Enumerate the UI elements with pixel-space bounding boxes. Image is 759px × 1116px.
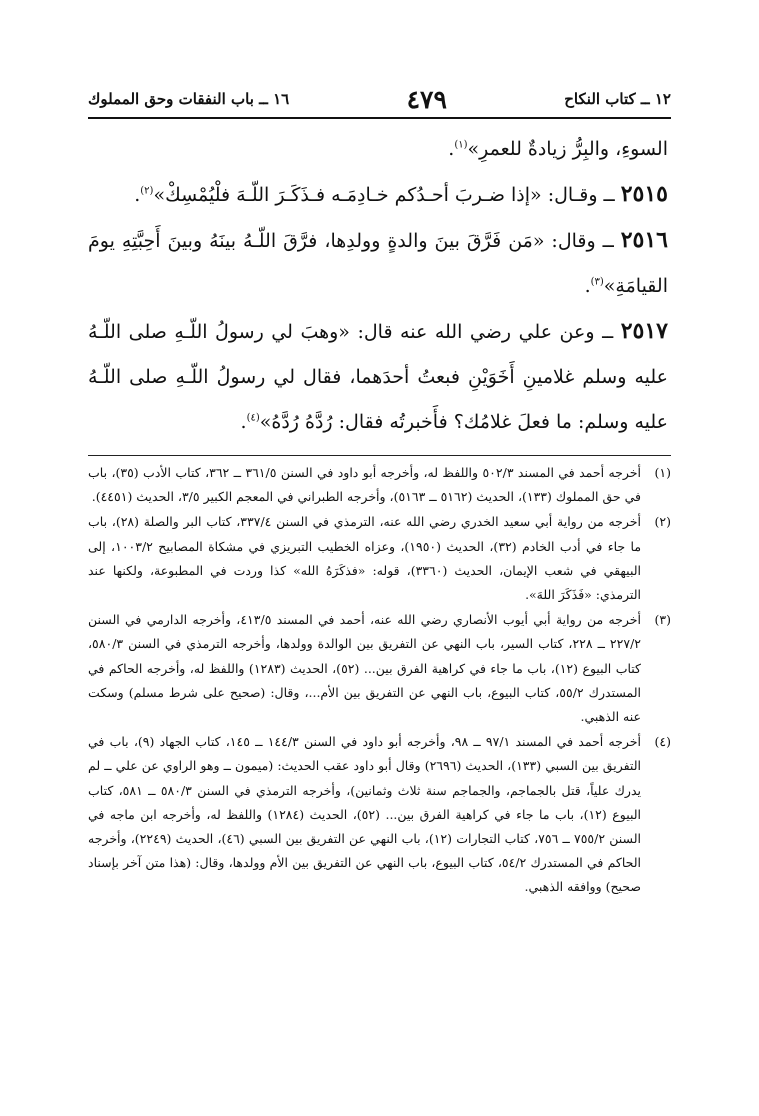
footnote: [88, 461, 671, 509]
hadith-paragraph: [88, 172, 668, 218]
hadith-tail: .: [134, 184, 141, 206]
footnote-ref[interactable]: (٤): [246, 412, 260, 424]
header-rule: [88, 117, 671, 119]
footnote-text: أخرجه من رواية أبي سعيد الخدري رضي الله عنه، الترمذي في السنن ٣٣٧/٤، كتاب البر والصلة (٢٨)، باب ما جاء في أدب الخادم (٣٢)، الحديث (١٩٥٠)، وعزاه الخطيب التبريزي في مشكاة المصابيح ١٠٠٣/٢، إلى البيهقي في شعب الإيمان، الحديث (٣٣٦٠)، قوله: «فذكَرَهُ الله» كذا وردت في المطبوعة، ولكنها عند الترمذي: «فَذَكَرَ اللهَ».: [88, 514, 642, 603]
footnote-number: (٢): [654, 514, 671, 530]
footnote-text: أخرجه أحمد في المسند ٩٧/١ ــ ٩٨، وأخرجه أبو داود في السنن ١٤٤/٣ ــ ١٤٥، كتاب الجهاد (٩)، باب في التفريق بين السبي (١٣٣)، الحديث (٢٦٩٦) وقال أبو داود عقب الحديث: (ميمون ــ وهو الراوي عن علي ــ لم يدرك علياً، قتل بالجماجم، والجماجم سنة ثلاث وثمانين)، وأخرجه الترمذي في السنن ٥٨٠/٣ ــ ٥٨١، كتاب البيوع (١٢)، باب ما جاء في كراهية الفرق بين... (٥٢)، الحديث (١٢٨٤) واللفظ له، وأخرجه ابن ماجه في السنن ٧٥٥/٢ ــ ٧٥٦، كتاب التجارات (١٢)، باب النهي عن التفريق بين السبي (٤٦)، الحديث (٢٢٤٩)، وأخرجه الحاكم في المستدرك ٥٤/٢، كتاب البيوع، باب النهي عن التفريق بين الأم وولدها، وقال: (هذا متن آخر بإسناد صحيح) ووافقه الذهبي.: [88, 734, 642, 895]
hadith-number: ٢٥١٦: [620, 227, 668, 253]
main-text: [88, 126, 668, 445]
hadith-tail: .: [584, 275, 591, 297]
footnote: [88, 510, 671, 607]
hadith-text: السوءِ، والبِرُّ زيادةٌ للعمرِ»: [467, 138, 668, 160]
footnote: [88, 608, 671, 729]
hadith-tail: .: [448, 138, 455, 160]
hadith-paragraph: [88, 309, 668, 445]
footnote-number: (٤): [654, 734, 671, 750]
hadith-paragraph: [88, 126, 668, 172]
page-number: ٤٧٩: [406, 84, 447, 114]
hadith-paragraph: [88, 218, 668, 309]
book-title: ١٢ ــ كتاب النكاح: [564, 90, 671, 108]
footnote-ref[interactable]: (١): [454, 139, 468, 151]
footnote-ref[interactable]: (٢): [140, 185, 154, 197]
footnote-text: أخرجه من رواية أبي أيوب الأنصاري رضي الله عنه، أحمد في المسند ٤١٣/٥، وأخرجه الدارمي في السنن ٢٢٧/٢ ــ ٢٢٨، كتاب السير، باب النهي عن التفريق بين الوالدة وولدها، وأخرجه الترمذي في السنن ٥٨٠/٣، كتاب البيوع (١٢)، باب ما جاء في كراهية الفرق بين... (٥٢)، الحديث (١٢٨٣) واللفظ له، وأخرجه الحاكم في المستدرك ٥٥/٢، كتاب البيوع، باب النهي عن التفريق بين الأم...، وقال: (صحيح على شرط مسلم) وسكت عنه الذهبي.: [88, 612, 641, 725]
hadith-text: ــ وقـال: «إذا ضـربَ أحـدُكم خـادِمَـه فـذَكَـرَ اللّـهَ فلْيُمْسِكْ»: [153, 184, 621, 206]
running-header: [88, 82, 671, 116]
hadith-text: ــ وعن علي رضي الله عنه قال: «وهبَ لي رسولُ اللّـهِ صلى اللّـهُ عليه وسلم غلامينِ أَخَوَيْنِ فبعتُ أحدَهما، فقال لي رسولُ اللّـهِ صلى اللّـهُ عليه وسلم: ما فعلَ غلامُك؟ فأَخبرتُه فقال: رُدَّهُ رُدَّهُ»: [88, 321, 668, 433]
hadith-number: ٢٥١٧: [620, 318, 668, 344]
hadith-number: ٢٥١٥: [620, 181, 668, 207]
footnote-number: (١): [654, 465, 671, 480]
footnote-text: أخرجه أحمد في المسند ٥٠٢/٣ واللفظ له، وأخرجه أبو داود في السنن ٣٦١/٥ ــ ٣٦٢، كتاب الأدب (٣٥)، باب في حق المملوك (١٣٣)، الحديث (٥١٦٢ ــ ٥١٦٣)، وأخرجه الطبراني في المعجم الكبير ٣/٥، الحديث (٤٤٥١).: [88, 465, 641, 505]
footnote: [88, 730, 671, 899]
footnotes: [88, 461, 671, 901]
footnote-ref[interactable]: (٣): [590, 276, 604, 288]
hadith-tail: .: [240, 411, 247, 433]
hadith-text: ــ وقال: «مَن فَرَّقَ بينَ والدةٍ وولدِها، فرَّقَ اللّـهُ بينَهُ وبينَ أَحِبَّتِهِ يومَ القيامَةِ»: [88, 230, 668, 297]
footnote-separator: [88, 455, 671, 456]
footnote-number: (٣): [654, 612, 671, 628]
chapter-title: ١٦ ــ باب النفقات وحق المملوك: [88, 90, 290, 108]
